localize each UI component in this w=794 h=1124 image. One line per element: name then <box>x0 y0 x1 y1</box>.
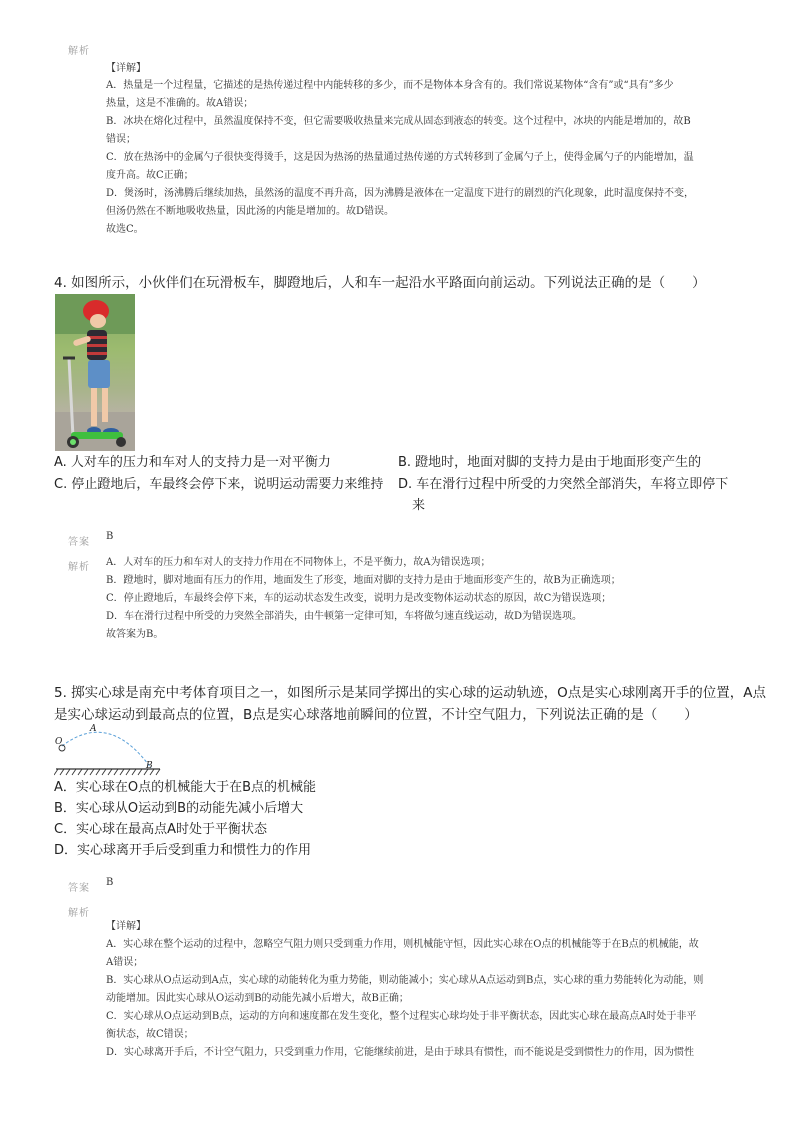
child-on-scooter-image <box>55 294 135 451</box>
analysis-line: 动能增加。因此实心球从O运动到B的动能先减小后增大，故B正确； <box>106 993 409 1004</box>
analysis-line: 热量，这是不准确的。故A错误； <box>106 98 254 109</box>
analysis-line: D．车在滑行过程中所受的力突然全部消失，由牛顿第一定律可知，车将做匀速直线运动，故D为错误选项。 <box>106 611 583 622</box>
question-5-option-a[interactable]: A．实心球在O点的机械能大于在B点的机械能 <box>54 780 317 795</box>
analysis-text <box>106 77 746 239</box>
analysis-line: 衡状态，故C错误； <box>106 1029 194 1040</box>
detail-tag: 【详解】 <box>106 921 146 932</box>
question-5-analysis <box>106 936 746 1062</box>
analysis-line: C．停止蹬地后，车最终会停下来，车的运动状态发生改变，说明力是改变物体运动状态的原因，故C为错误选项； <box>106 593 612 604</box>
analysis-line: 故选C。 <box>106 224 144 235</box>
analysis-line: A．热量是一个过程量，它描述的是热传递过程中内能转移的多少，而不是物体本身含有的。我们常说某物体“含有”或“具有”多少 <box>106 80 674 91</box>
answer-label: 答案 <box>68 537 90 548</box>
analysis-line: A．人对车的压力和车对人的支持力作用在不同物体上，不是平衡力，故A为错误选项； <box>106 557 491 568</box>
analysis-line: C．放在热汤中的金属勺子很快变得烫手，这是因为热汤的热量通过热传递的方式转移到了金属勺子上，使得金属勺子的内能增加，温 <box>106 152 694 163</box>
question-4-analysis <box>106 554 746 644</box>
point-b-label: B <box>146 761 153 771</box>
answer-value: B <box>106 531 114 542</box>
point-o-label: O <box>55 737 63 747</box>
question-4-option-b[interactable]: B. 蹬地时，地面对脚的支持力是由于地面形变产生的 <box>398 455 702 470</box>
question-5-stem-line-2: 是实心球运动到最高点的位置，B点是实心球落地前瞬间的位置，不计空气阻力，下列说法正确的是（ ） <box>54 707 698 723</box>
question-4-option-c[interactable]: C. 停止蹬地后，车最终会停下来，说明运动需要力来维持 <box>54 477 384 492</box>
question-4-option-a[interactable]: A. 人对车的压力和车对人的支持力是一对平衡力 <box>54 455 331 470</box>
question-4-option-d-continued: 来 <box>412 498 426 513</box>
analysis-label: 解析 <box>68 908 90 919</box>
analysis-line: C．实心球从O点运动到B点，运动的方向和速度都在发生变化，整个过程实心球均处于非平衡状态，因此实心球在最高点A时处于非平 <box>106 1011 697 1022</box>
analysis-label: 解析 <box>68 562 90 573</box>
question-5-option-b[interactable]: B．实心球从O运动到B的动能先减小后增大 <box>54 801 304 816</box>
question-5-option-d[interactable]: D．实心球离开手后受到重力和惯性力的作用 <box>54 843 312 858</box>
answer-label: 答案 <box>68 883 90 894</box>
analysis-line: A错误； <box>106 957 144 968</box>
answer-value: B <box>106 877 114 888</box>
detail-tag: 【详解】 <box>106 63 146 74</box>
analysis-line: B．冰块在熔化过程中，虽然温度保持不变，但它需要吸收热量来完成从固态到液态的转变。这个过程中，冰块的内能是增加的，故B <box>106 116 691 127</box>
analysis-line: 但汤仍然在不断地吸收热量，因此汤的内能是增加的。故D错误。 <box>106 206 395 217</box>
point-a-label: A <box>90 724 97 734</box>
analysis-line: D．实心球离开手后，不计空气阻力，只受到重力作用，它能继续前进，是由于球具有惯性，而不能说是受到惯性力的作用，因为惯性 <box>106 1047 695 1058</box>
analysis-line: 错误； <box>106 134 136 145</box>
analysis-line: A．实心球在整个运动的过程中，忽略空气阻力则只受到重力作用，则机械能守恒，因此实心球在O点的机械能等于在B点的机械能，故 <box>106 939 699 950</box>
question-4-option-d[interactable]: D. 车在滑行过程中所受的力突然全部消失，车将立即停下 <box>398 477 729 492</box>
analysis-line: B．实心球从O点运动到A点，实心球的动能转化为重力势能，则动能减小；实心球从A点运动到B点，实心球的重力势能转化为动能，则 <box>106 975 704 986</box>
analysis-line: D．煲汤时，汤沸腾后继续加热，虽然汤的温度不再升高，因为沸腾是液体在一定温度下进行的剧烈的汽化现象，此时温度保持不变， <box>106 188 695 199</box>
question-5-stem-line-1: 5. 掷实心球是南充中考体育项目之一，如图所示是某同学掷出的实心球的运动轨迹，O点是实心球刚离开手的位置，A点 <box>54 685 767 701</box>
analysis-line: B．蹬地时，脚对地面有压力的作用，地面发生了形变，地面对脚的支持力是由于地面形变产生的，故B为正确选项； <box>106 575 621 586</box>
analysis-line: 故答案为B。 <box>106 629 164 640</box>
trajectory-diagram <box>54 722 164 776</box>
question-5-option-c[interactable]: C．实心球在最高点A时处于平衡状态 <box>54 822 267 837</box>
analysis-line: 度升高。故C正确； <box>106 170 194 181</box>
question-4-stem: 4. 如图所示，小伙伴们在玩滑板车，脚蹬地后，人和车一起沿水平路面向前运动。下列说法正确的是（ ） <box>54 275 706 291</box>
analysis-label: 解析 <box>68 46 90 57</box>
scooter-photo <box>55 294 135 451</box>
